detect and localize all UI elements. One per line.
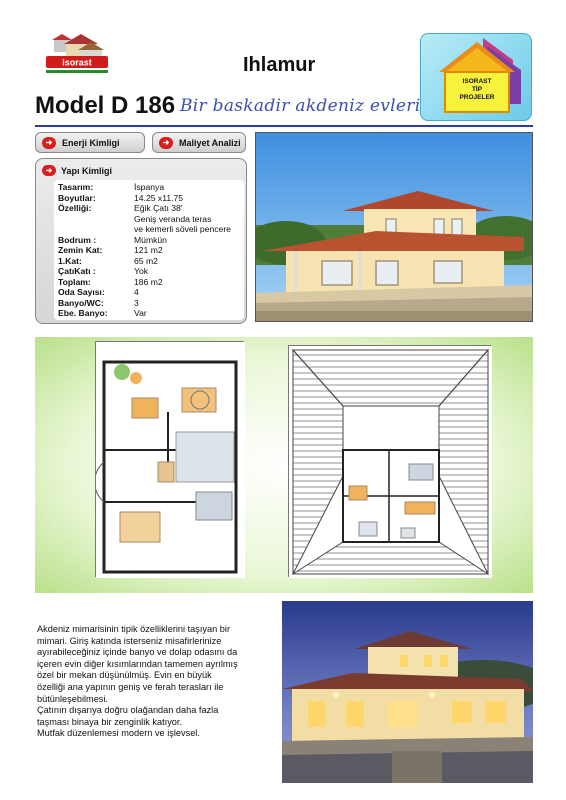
specs-heading-label: Yapı Kimligi bbox=[61, 165, 113, 176]
brand-badge-text bbox=[447, 78, 507, 102]
right-arrow-icon: ➜ bbox=[42, 137, 56, 149]
spec-value: Mümkün bbox=[134, 234, 167, 245]
description-line: özelliği ana yapının geniş ve ferah terasları ile bbox=[37, 681, 224, 692]
house-photo-day bbox=[255, 132, 533, 322]
spec-key: 1.Kat: bbox=[58, 255, 82, 266]
spec-value: 4 bbox=[134, 287, 139, 297]
spec-value: 121 m2 bbox=[134, 245, 163, 255]
description-line: taşması binaya bir zenginlik katıyor. bbox=[37, 716, 183, 727]
spec-value: Geniş veranda teras bbox=[134, 213, 212, 224]
brand-line-3: PROJELER bbox=[459, 94, 495, 101]
model-name: Model D 186 bbox=[35, 92, 176, 119]
spec-value: Var bbox=[134, 308, 147, 318]
description-line: Çatının dışarıya doğru olağandan daha fazla bbox=[37, 705, 219, 716]
spec-value: ve kemerli söveli pencere bbox=[134, 224, 231, 234]
spec-key: Oda Sayısı: bbox=[58, 287, 105, 297]
spec-key: Boyutlar: bbox=[58, 192, 96, 203]
page-title: Ihlamur bbox=[243, 54, 316, 76]
brand-line-2: TİP bbox=[471, 86, 483, 93]
spec-key: Özelliği: bbox=[58, 203, 92, 213]
building-specs-panel bbox=[35, 158, 247, 324]
spec-key: ÇatıKatı : bbox=[58, 266, 96, 276]
spec-value: Eğik Çatı 38' bbox=[134, 203, 183, 213]
spec-value: 14.25 x11.75 bbox=[134, 192, 184, 203]
spec-key: Ebe. Banyo: bbox=[58, 308, 108, 318]
right-arrow-icon: ➜ bbox=[159, 137, 173, 149]
right-arrow-icon: ➜ bbox=[42, 165, 56, 176]
spec-value: 3 bbox=[134, 297, 139, 308]
spec-key: Banyo/WC: bbox=[58, 297, 104, 308]
logo-text: isorast bbox=[62, 57, 92, 68]
description-line: özel bir mekan düşünülmüş. Evin en büyük bbox=[37, 670, 212, 681]
description-line: Mutfak düzenlemesi modern ve işlevsel. bbox=[37, 728, 200, 739]
description-line: Akdeniz mimarisinin tipik özelliklerini taşıyan bir bbox=[37, 624, 231, 634]
spec-key: Zemin Kat: bbox=[58, 245, 103, 255]
description-line: ayırabileceğiniz içinde banyo ve dolap odasını da bbox=[37, 647, 238, 658]
spec-value: Yok bbox=[134, 266, 149, 276]
house-photo-evening bbox=[282, 601, 533, 783]
description-line: içeren evin diğer kısımlarından tamemen ayrılmış bbox=[37, 658, 238, 669]
specs-heading[interactable] bbox=[39, 162, 149, 179]
energy-identity-button[interactable] bbox=[35, 132, 145, 153]
brand-badge bbox=[420, 33, 532, 121]
isorast-logo bbox=[40, 34, 118, 86]
spec-key: Bodrum : bbox=[58, 234, 97, 245]
spec-value: İspanya bbox=[134, 182, 165, 192]
spec-key: Toplam: bbox=[58, 276, 91, 287]
specs-table bbox=[54, 180, 244, 320]
brand-line-1: ISORAST bbox=[462, 78, 492, 85]
spec-value: 186 m2 bbox=[134, 276, 163, 287]
description-text bbox=[37, 624, 277, 740]
spec-key: Tasarım: bbox=[58, 182, 94, 192]
energy-identity-label: Enerji Kimligi bbox=[62, 137, 120, 148]
cost-analysis-label: Maliyet Analizi bbox=[179, 137, 241, 148]
header-divider bbox=[35, 125, 533, 127]
description-line: mimari. Giriş katında isterseniz misafirlerinize bbox=[37, 635, 222, 646]
spec-value: 65 m2 bbox=[134, 255, 158, 266]
description-line: bütünleşebilmesi. bbox=[37, 693, 108, 704]
slogan: Bir baskadir akdeniz evleri bbox=[180, 96, 421, 116]
first-floor-plan bbox=[288, 345, 491, 577]
ground-floor-plan bbox=[95, 341, 244, 577]
cost-analysis-button[interactable] bbox=[152, 132, 246, 153]
